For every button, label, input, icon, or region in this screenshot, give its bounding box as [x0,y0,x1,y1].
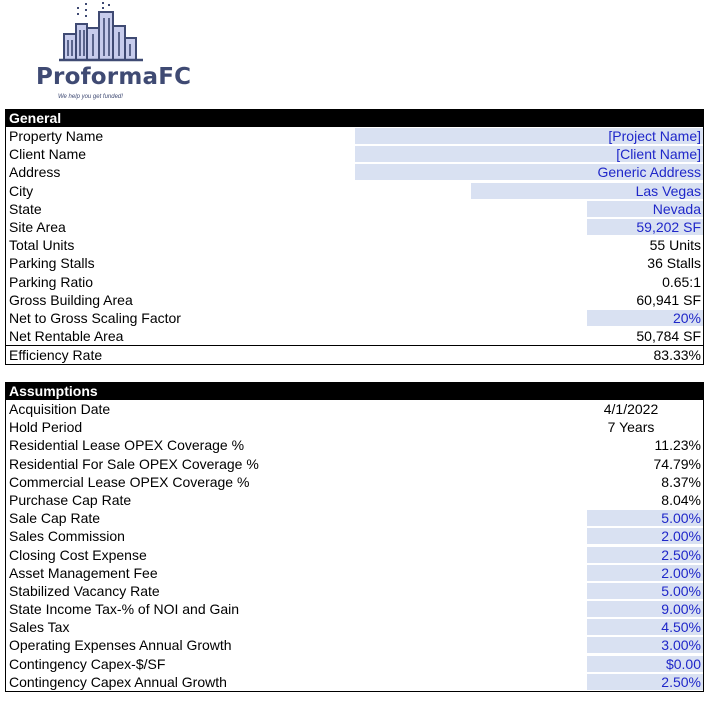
row-label: Closing Cost Expense [9,546,147,563]
proformafc-logo [32,0,192,104]
row-label: Parking Ratio [9,273,94,290]
table-row [6,564,703,582]
row-label: Hold Period [9,419,83,436]
property-name-field[interactable]: [Project Name] [355,128,703,144]
row-label: Asset Management Fee [9,564,158,581]
row-label: Operating Expenses Annual Growth [9,637,232,654]
row-label: Residential Lease OPEX Coverage % [9,437,245,454]
row-label: Sales Tax [9,619,70,636]
res-for-sale-opex-value: 74.79% [653,455,701,472]
row-label: Address [9,164,61,181]
efficiency-rate-value: 83.33% [653,347,701,364]
parking-stalls-value: 36 Stalls [647,255,701,272]
row-label: Stabilized Vacancy Rate [9,582,160,599]
sale-cap-rate-field[interactable]: 5.00% [587,510,703,526]
contingency-capex-growth-field[interactable]: 2.50% [587,674,703,690]
client-name-field[interactable]: [Client Name] [355,146,703,162]
table-row [6,473,703,491]
row-label: City [9,182,34,199]
row-label: Purchase Cap Rate [9,491,132,508]
table-row [6,400,703,418]
site-area-field[interactable]: 59,202 SF [587,219,703,235]
row-label: Property Name [9,128,104,144]
net-rentable-area-value: 50,784 SF [636,328,701,345]
state-field[interactable]: Nevada [587,201,703,217]
res-lease-opex-value: 11.23% [654,437,701,454]
table-row [6,291,703,309]
row-label: Contingency Capex-$/SF [9,655,166,672]
table-row [6,254,703,272]
row-label: Commercial Lease OPEX Coverage % [9,473,250,490]
assumptions-header: Assumptions [6,383,703,400]
table-row [6,582,703,600]
purchase-cap-rate-value: 8.04% [661,491,701,508]
table-row [6,618,703,636]
row-label: Gross Building Area [9,291,133,308]
asset-management-fee-field[interactable]: 2.00% [587,565,703,581]
table-row [6,527,703,545]
row-label: State [9,200,42,217]
table-row [6,436,703,454]
city-buildings-icon [57,0,147,62]
general-header: General [6,110,703,127]
parking-ratio-value: 0.65:1 [662,273,701,290]
table-row [6,309,703,327]
table-row [6,127,703,145]
sales-tax-field[interactable]: 4.50% [587,619,703,635]
row-label: Contingency Capex Annual Growth [9,673,227,690]
table-row [6,600,703,618]
table-row [6,655,703,673]
row-label: Total Units [9,237,75,254]
table-row [6,546,703,564]
brand-name: ProformaFC [36,64,192,90]
table-row [6,200,703,218]
address-field[interactable]: Generic Address [355,164,703,180]
row-label: Net to Gross Scaling Factor [9,309,181,326]
row-label: Net Rentable Area [9,328,124,345]
table-row [6,145,703,163]
general-table [5,109,704,365]
total-units-value: 55 Units [649,237,701,254]
sales-commission-field[interactable]: 2.00% [587,528,703,544]
gross-building-area-value: 60,941 SF [636,291,701,308]
table-row [6,509,703,527]
table-row [6,327,703,345]
row-label: Sale Cap Rate [9,510,101,527]
table-row [6,218,703,236]
row-label: Site Area [9,218,66,235]
row-label: State Income Tax-% of NOI and Gain [9,601,240,618]
table-row [6,418,703,436]
acquisition-date-value: 4/1/2022 [603,401,659,417]
commercial-lease-opex-value: 8.37% [661,473,701,490]
table-row [6,182,703,200]
table-row [6,673,703,691]
city-field[interactable]: Las Vegas [471,183,703,199]
opex-growth-field[interactable]: 3.00% [587,637,703,653]
contingency-capex-field[interactable]: $0.00 [587,656,703,672]
table-row [6,455,703,473]
row-label: Residential For Sale OPEX Coverage % [9,455,259,472]
closing-cost-field[interactable]: 2.50% [587,547,703,563]
net-to-gross-field[interactable]: 20% [587,310,703,326]
hold-period-value: 7 Years [607,419,655,436]
table-row [6,163,703,181]
row-label: Parking Stalls [9,255,95,272]
stabilized-vacancy-field[interactable]: 5.00% [587,583,703,599]
brand-tagline: We help you get funded! [58,94,123,100]
table-row [6,345,703,364]
row-label: Acquisition Date [9,401,111,417]
state-income-tax-field[interactable]: 9.00% [587,601,703,617]
table-row [6,636,703,654]
row-label: Client Name [9,146,87,163]
table-row [6,273,703,291]
row-label: Sales Commission [9,528,125,545]
row-label: Efficiency Rate [9,347,103,364]
table-row [6,236,703,254]
table-row [6,491,703,509]
assumptions-table [5,382,704,692]
